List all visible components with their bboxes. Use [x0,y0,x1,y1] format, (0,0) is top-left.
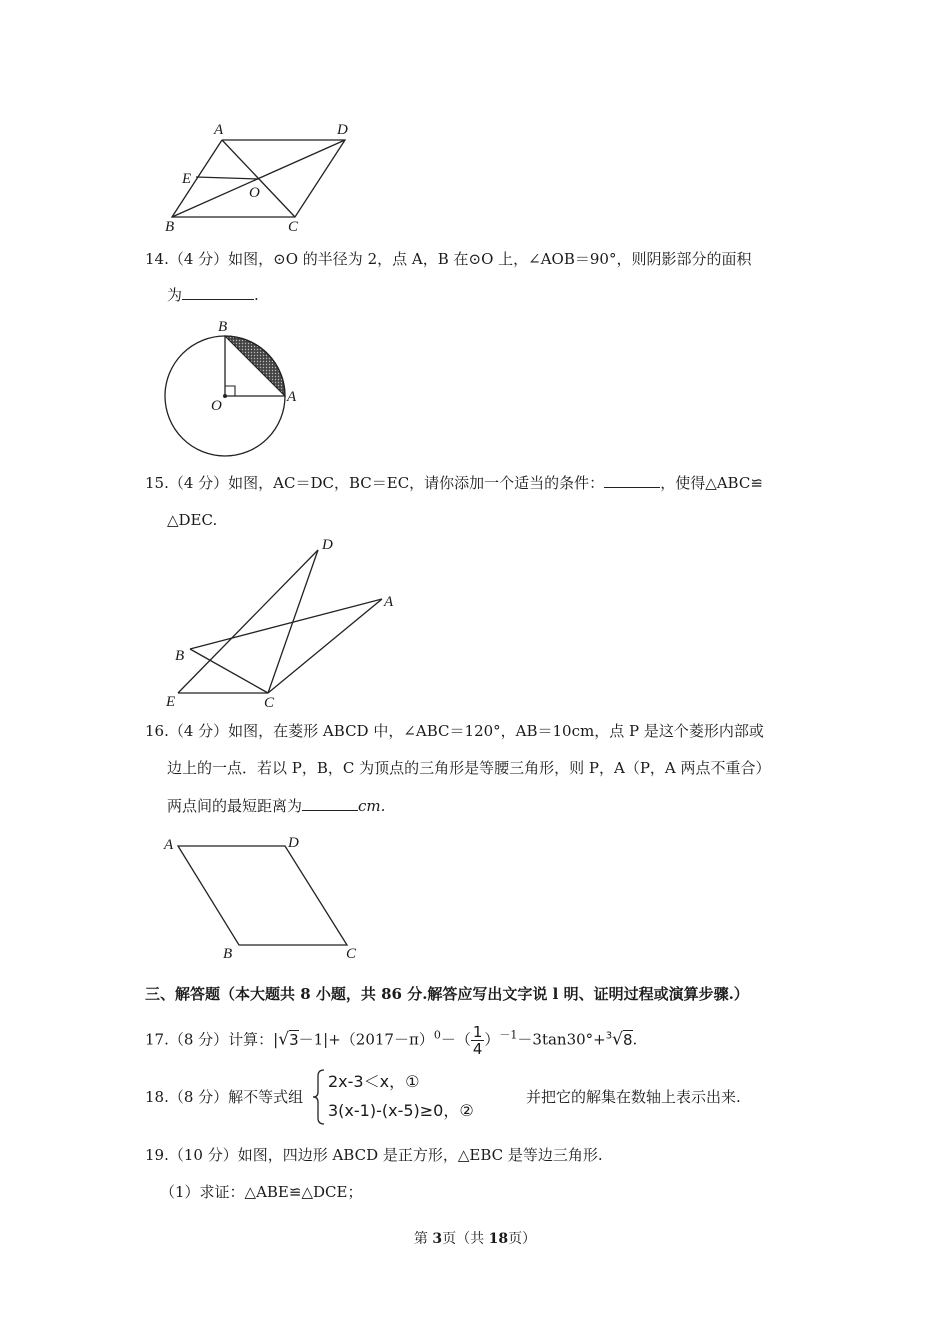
q16-line2: 边上的一点．若以 P，B，C 为顶点的三角形是等腰三角形，则 P，A（P，A 两点不重合） [167,759,771,777]
q15-line1 [145,473,763,493]
q17-label: 17.（8 分）计算： [145,1030,274,1049]
q19-sub1: （1）求证：△ABE≌△DCE； [160,1183,363,1201]
q15-line1-pre: 15.（4 分）如图，AC＝DC，BC＝EC，请你添加一个适当的条件： [145,474,605,492]
footer-mid: 页（共 [442,1231,489,1247]
fraction-numerator: 1 [472,1023,483,1041]
label-a: A [214,122,224,138]
q14-line2 [167,285,259,305]
footer-pre: 第 [413,1231,433,1247]
segment-eo [196,177,259,179]
cube-root-index: 3 [605,1030,613,1042]
q17-minus-paren: －（ [440,1030,471,1049]
sqrt-icon: √ [278,1029,290,1050]
label-d: D [337,122,348,138]
q14-line1: 14.（4 分）如图，⊙O 的半径为 2，点 A，B 在⊙O 上，∠AOB＝90°，则阴影部分的面积 [145,250,752,268]
q14-line2-post: . [254,286,259,304]
center-dot [223,394,227,398]
label-b: B [165,219,175,235]
label-c: C [264,695,275,711]
fraction-denominator: 4 [472,1040,483,1058]
page-footer [0,1228,950,1248]
q17-close-paren: ） [484,1030,500,1049]
label-e: E [182,171,192,187]
label-b: B [223,946,233,962]
q16-line3-pre: 两点间的最短距离为 [167,797,303,815]
q17-expression [145,1024,637,1057]
q15-answer-blank[interactable] [604,473,660,488]
q16-line3 [167,796,385,816]
right-angle-mark [225,386,235,396]
abs-bar-left: | [273,1030,279,1049]
label-o: O [211,398,222,414]
label-b: B [175,648,185,664]
label-a: A [287,389,297,405]
cube-root-radicand: 8 [622,1030,633,1049]
q17-end: . [632,1030,638,1049]
footer-post: 页） [508,1231,537,1247]
footer-total-pages: 18 [488,1231,509,1247]
label-e: E [166,694,176,710]
q14-line2-pre: 为 [167,286,183,304]
rhombus-outline [178,846,347,945]
q14-answer-blank[interactable] [182,285,254,300]
q18-inequality-2: 3(x-1)-(x-5)≥0，② [328,1101,474,1120]
q15-line1-post: ，使得△ABC≌ [660,474,763,492]
figure-q15-triangles [160,532,400,712]
q17-part-2: －1|+（2017－π） [298,1030,434,1049]
label-a: A [164,837,174,853]
q18-inequality-1: 2x-3＜x，① [328,1072,420,1091]
q17-tan-part: －3tan30°+ [517,1030,606,1049]
figure-q14-circle [160,312,300,457]
label-c: C [346,946,357,962]
figure-q16-rhombus [160,828,370,963]
label-a: A [384,594,394,610]
sqrt-radicand: 3 [289,1030,299,1049]
q18-label: 18.（8 分）解不等式组 [145,1088,304,1106]
label-c: C [288,219,299,235]
figure-q13-parallelogram [160,115,370,240]
exponent-zero: 0 [433,1028,441,1042]
label-o: O [249,185,260,201]
label-b: B [218,319,228,335]
q15-line2: △DEC. [167,511,218,529]
section-3-heading: 三、解答题（本大题共 8 小题，共 86 分.解答应写出文字说 l 明、证明过程或演算步骤.） [145,985,749,1003]
fraction-one-quarter [471,1024,485,1057]
shaded-segment [225,336,285,396]
q18-suffix: 并把它的解集在数轴上表示出来. [526,1088,741,1106]
q19-line1: 19.（10 分）如图，四边形 ABCD 是正方形，△EBC 是等边三角形. [145,1146,603,1164]
brace-icon [312,1068,326,1126]
label-d: D [322,537,333,553]
label-d: D [288,835,299,851]
footer-page-number: 3 [432,1231,443,1247]
q16-answer-blank[interactable] [302,796,358,811]
exponent-neg-one: －1 [499,1028,518,1042]
cube-root-icon: √ [612,1029,623,1050]
q16-line3-post: cm. [358,797,386,815]
segment-bc [190,649,268,693]
q16-line1: 16.（4 分）如图，在菱形 ABCD 中，∠ABC＝120°，AB＝10cm，点 P 是这个菱形内部或 [145,722,764,740]
